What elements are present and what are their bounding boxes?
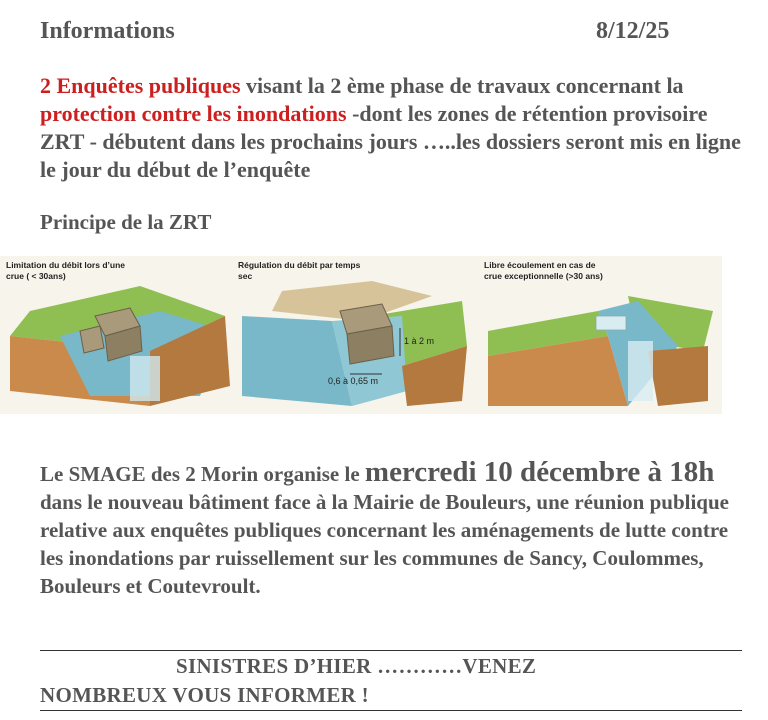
- intro-text-2: -dont les zones de rétention provisoire ZRT - débutent dans les prochains jours …..les dossiers seront mis en ligne le jour du début de l’enquête: [40, 101, 741, 182]
- meeting-text-1: Le SMAGE des 2 Morin organise le: [40, 462, 365, 486]
- meeting-text-2: dans le nouveau bâtiment face à la Mairie de Bouleurs, une réunion publique relative aux enquêtes publiques concernant les aménagements de lutte contre les inondations par ruissellement sur les communes de Sancy, Coulommes, Bouleurs et Coutevroult.: [40, 490, 729, 598]
- section-title: Principe de la ZRT: [40, 210, 212, 234]
- panel-label-regulation: Régulation du débit par temps sec: [238, 260, 361, 281]
- date-label: 8/12/25: [596, 18, 670, 44]
- meeting-date-highlight: mercredi 10 décembre à 18h: [364, 456, 715, 488]
- intro-paragraph: [40, 72, 750, 184]
- panel-label-ecoulement: Libre écoulement en cas de crue exceptionnelle (>30 ans): [484, 260, 603, 281]
- dimension-width-label: 0,6 à 0,65 m: [328, 376, 379, 386]
- meeting-paragraph: [40, 458, 750, 600]
- dimension-height-label: 1 à 2 m: [404, 336, 435, 346]
- zrt-illustration: [0, 256, 722, 414]
- footer-line-2: NOMBREUX VOUS INFORMER !: [40, 683, 369, 707]
- footer-line-1: SINISTRES D’HIER …………VENEZ: [176, 654, 537, 678]
- divider-bottom: [40, 710, 742, 711]
- zrt-panel-limitation: [0, 256, 240, 414]
- divider-top: [40, 650, 742, 651]
- panel-label-limitation: Limitation du débit lors d’une crue ( < 30ans): [6, 260, 125, 281]
- zrt-panel-regulation: [232, 256, 472, 414]
- intro-text-1: visant la 2 ème phase de travaux concernant la: [240, 73, 684, 98]
- intro-highlight-enquetes: 2 Enquêtes publiques: [40, 73, 241, 98]
- intro-highlight-protection: protection contre les inondations: [40, 101, 347, 126]
- page-title: Informations: [40, 18, 175, 44]
- zrt-panel-ecoulement: [478, 256, 718, 414]
